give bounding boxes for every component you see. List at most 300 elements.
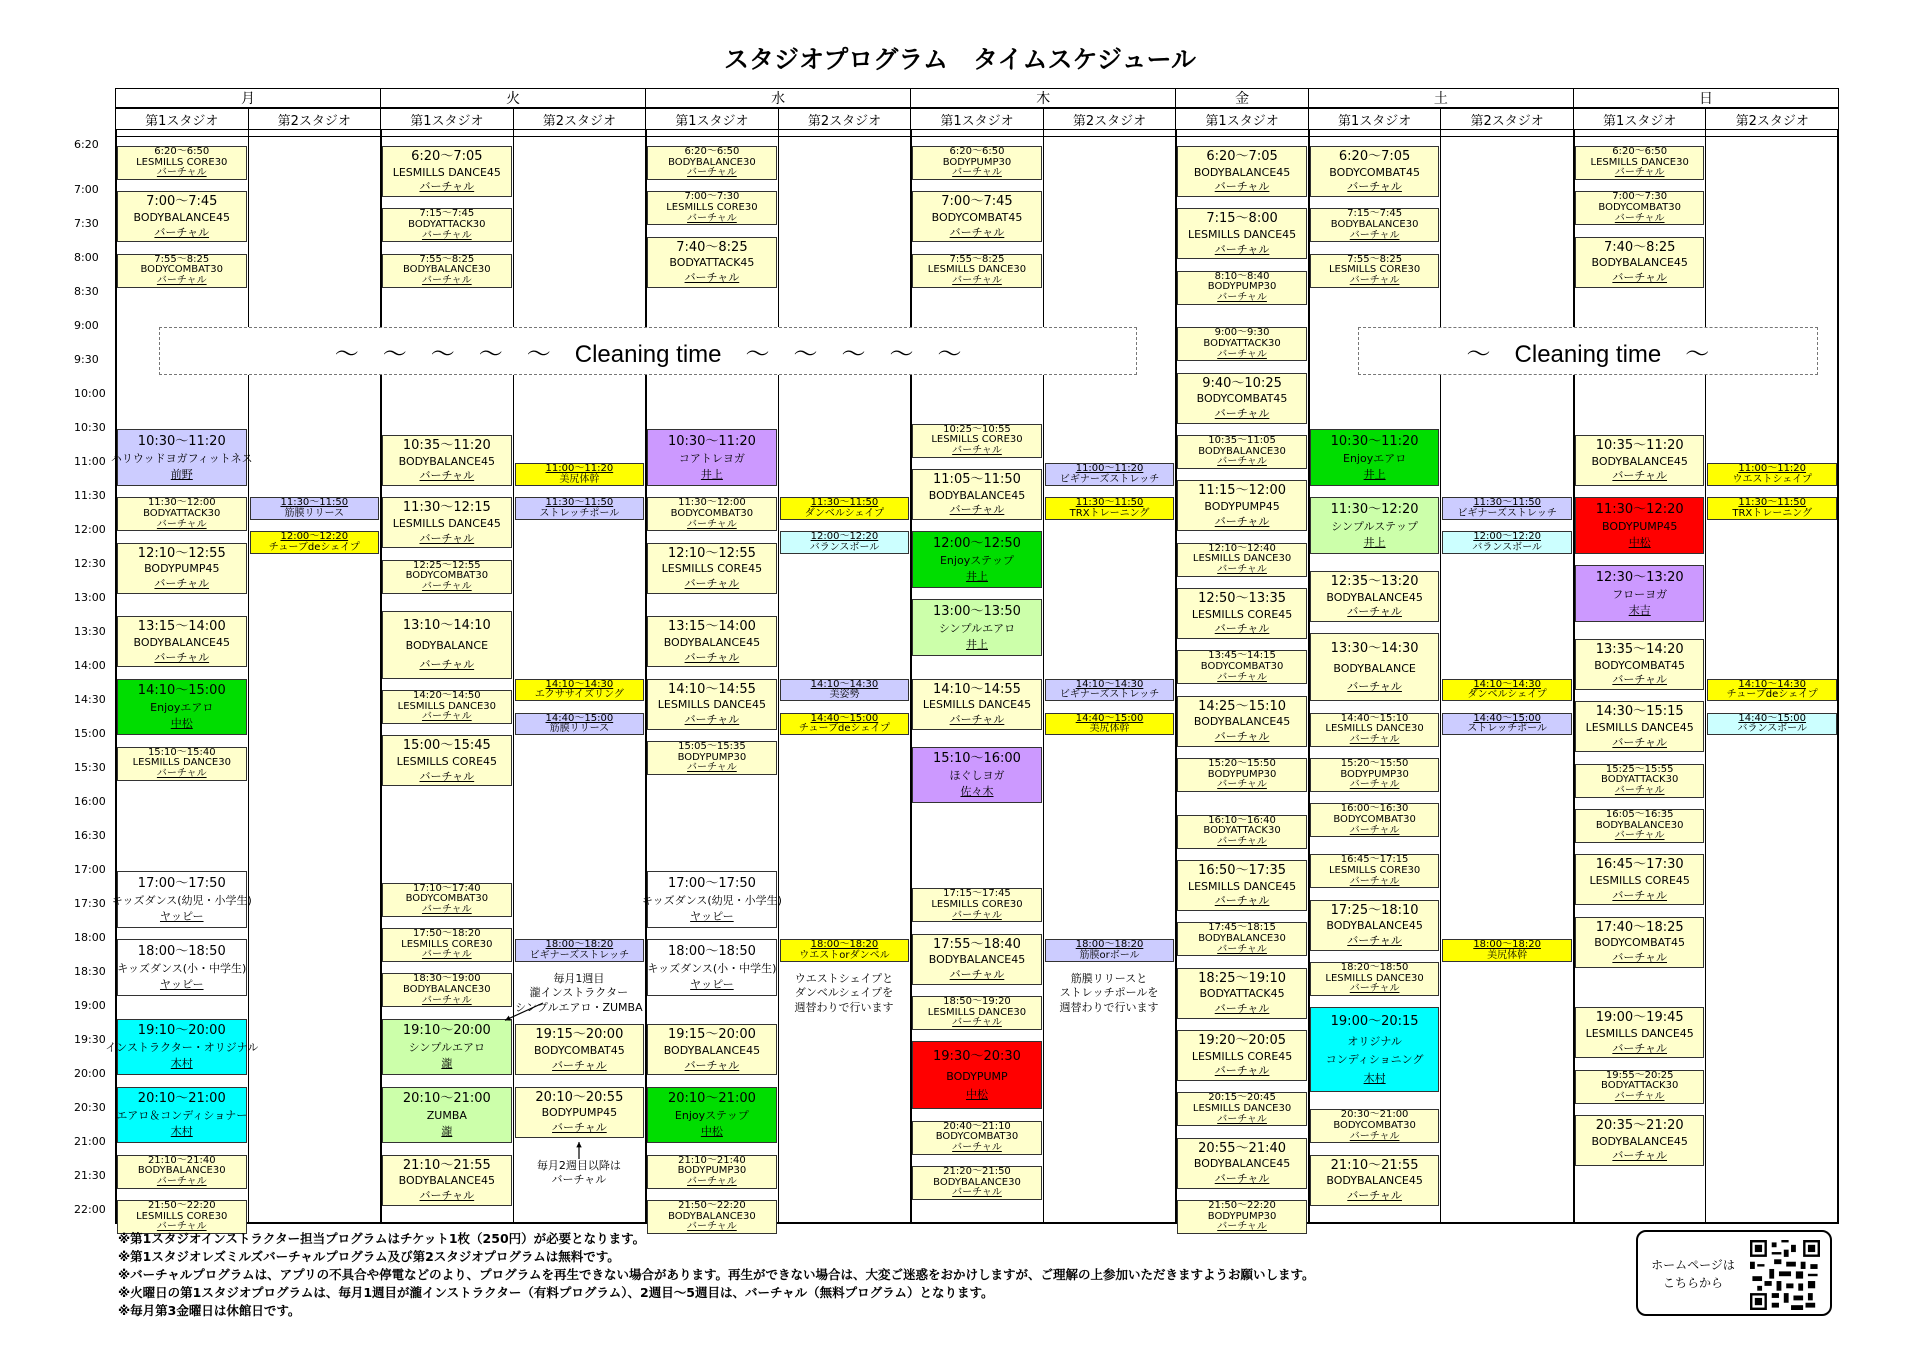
session-time: 11:15～12:00: [1198, 483, 1287, 499]
session-detail: バーチャル: [552, 1058, 607, 1072]
session-program: チューブdeシェイプ: [268, 541, 360, 553]
session-detail: 中松: [700, 1125, 723, 1139]
session-program: LESMILLS CORE30: [136, 156, 228, 168]
session-program: BODYCOMBAT30: [1200, 661, 1284, 673]
session-time: 20:10～21:00: [667, 1091, 756, 1107]
class-session[interactable]: [1310, 1155, 1440, 1206]
class-session[interactable]: [1707, 497, 1837, 520]
session-program: BODYPUMP30: [677, 751, 747, 763]
session-program: BODYPUMP30: [1207, 768, 1277, 780]
session-time: 14:10～15:00: [137, 683, 226, 699]
session-program: BODYATTACK45: [1199, 987, 1285, 1001]
class-session[interactable]: [515, 463, 645, 486]
class-session[interactable]: [647, 1024, 777, 1075]
class-session[interactable]: [515, 497, 645, 520]
session-time: 12:00～12:50: [933, 535, 1021, 551]
session-time: 14:10～14:30: [1738, 678, 1807, 690]
class-session[interactable]: [647, 741, 777, 775]
homepage-link[interactable]: [1636, 1230, 1832, 1316]
time-label: 16:00: [74, 795, 106, 809]
session-detail: 井上: [965, 637, 988, 651]
session-detail: バーチャル: [952, 1141, 1002, 1153]
session-time: 14:10～14:30: [1075, 678, 1144, 690]
session-time: 7:40～8:25: [1603, 239, 1676, 255]
class-session[interactable]: [780, 497, 910, 520]
class-session[interactable]: [515, 939, 645, 962]
class-session[interactable]: [780, 679, 910, 702]
class-session[interactable]: [382, 1087, 512, 1144]
session-detail: バーチャル: [156, 1221, 207, 1233]
class-session[interactable]: [515, 713, 645, 736]
session-time: 12:30～13:20: [1595, 569, 1684, 585]
class-session[interactable]: [117, 191, 247, 242]
class-session[interactable]: [1310, 497, 1440, 554]
class-session[interactable]: [1177, 860, 1307, 911]
session-detail: バーチャル: [1349, 274, 1400, 286]
class-session[interactable]: [1310, 254, 1440, 288]
schedule-column: [778, 130, 912, 1222]
studio-header: 第2スタジオ: [1043, 108, 1177, 130]
session-time: 14:30～15:15: [1595, 704, 1684, 720]
session-time: 7:00～7:45: [941, 194, 1013, 210]
class-session[interactable]: [1310, 758, 1440, 792]
class-session[interactable]: [1045, 679, 1175, 702]
class-session[interactable]: [912, 424, 1042, 458]
session-program: キッズダンス(小・中学生): [117, 961, 247, 975]
session-detail: バーチャル: [552, 1121, 607, 1134]
class-session[interactable]: [1310, 208, 1440, 242]
footnote: ※火曜日の第1スタジオプログラムは、毎月1週目が瀧インストラクター（有料プログラム）、2週目～5週目は、バーチャル（無料プログラム）となります。: [118, 1285, 994, 1300]
session-time: 6:20～7:05: [1206, 149, 1278, 165]
session-time: 17:00～17:50: [137, 875, 226, 891]
session-time: 15:10～16:00: [933, 751, 1021, 767]
class-session[interactable]: [1575, 435, 1705, 486]
class-session[interactable]: [1177, 1200, 1307, 1234]
class-session[interactable]: [1310, 571, 1440, 622]
session-time: 21:10～21:40: [678, 1154, 746, 1166]
session-program: BODYCOMBAT30: [935, 1131, 1019, 1143]
class-session[interactable]: [1575, 237, 1705, 288]
class-session[interactable]: [912, 469, 1042, 520]
session-detail: バーチャル: [1612, 673, 1668, 687]
class-session[interactable]: [1310, 146, 1440, 197]
session-detail: バーチャル: [1214, 514, 1270, 528]
class-session[interactable]: [1575, 146, 1705, 180]
session-program: BODYBALANCE45: [1193, 1157, 1291, 1171]
session-program: BODYATTACK30: [143, 508, 221, 520]
time-label: 18:00: [74, 931, 106, 945]
class-session[interactable]: [912, 1121, 1042, 1155]
class-session[interactable]: [1177, 696, 1307, 747]
session-detail: バーチャル: [687, 1221, 737, 1233]
time-label: 19:00: [74, 999, 106, 1013]
class-session[interactable]: [382, 497, 512, 548]
session-time: 13:15～14:00: [137, 619, 226, 635]
session-detail: バーチャル: [952, 274, 1002, 286]
session-program: BODYBALANCE45: [663, 1044, 761, 1058]
class-session[interactable]: [912, 599, 1042, 656]
session-program: LESMILLS CORE30: [136, 1210, 228, 1222]
session-program: BODYBALANCE45: [133, 211, 230, 225]
class-session[interactable]: [1177, 327, 1307, 361]
session-time: 14:40～15:00: [545, 712, 614, 724]
session-detail: バーチャル: [1217, 1221, 1267, 1233]
session-program: BODYBALANCE: [405, 638, 489, 652]
class-session[interactable]: [110, 429, 253, 486]
session-time: 14:40～15:00: [1473, 712, 1541, 724]
class-session[interactable]: [647, 1155, 777, 1189]
session-program: BODYCOMBAT45: [1594, 658, 1686, 672]
session-detail: 佐々木: [960, 785, 994, 799]
class-session[interactable]: [382, 435, 512, 486]
session-detail: バーチャル: [684, 650, 740, 664]
class-session[interactable]: [1310, 713, 1440, 747]
session-program: BODYPUMP45: [144, 562, 220, 576]
class-session[interactable]: [1177, 815, 1307, 849]
time-label: 19:30: [74, 1033, 106, 1047]
session-program: LESMILLS DANCE45: [1585, 721, 1694, 735]
class-session[interactable]: [382, 560, 512, 594]
session-detail: バーチャル: [421, 903, 472, 915]
class-session[interactable]: [647, 543, 777, 594]
session-detail: 井上: [965, 569, 988, 583]
session-time: 11:30～12:15: [402, 500, 491, 516]
class-session[interactable]: [1442, 713, 1572, 736]
session-time: 11:00～11:20: [1075, 463, 1144, 475]
class-session[interactable]: [1310, 962, 1440, 996]
session-program: BODYATTACK30: [1203, 825, 1281, 837]
class-session[interactable]: [117, 1155, 247, 1189]
schedule-column: [248, 130, 382, 1222]
session-time: 18:25～19:10: [1198, 970, 1287, 986]
session-time: 12:10～12:40: [1208, 542, 1276, 554]
session-program: バランスボール: [1472, 541, 1542, 553]
session-program: LESMILLS CORE45: [1191, 607, 1293, 621]
session-program: LESMILLS DANCE30: [927, 264, 1027, 276]
class-session[interactable]: [912, 996, 1042, 1030]
class-session[interactable]: [912, 1041, 1042, 1109]
session-time: 12:25～12:55: [413, 559, 481, 571]
session-time: 19:55～20:25: [1605, 1069, 1674, 1081]
class-session[interactable]: [647, 1087, 777, 1144]
class-session[interactable]: [1707, 713, 1837, 736]
session-detail: バーチャル: [1347, 934, 1402, 948]
class-session[interactable]: [647, 497, 777, 531]
session-detail: 井上: [1363, 535, 1386, 549]
class-session[interactable]: [912, 888, 1042, 922]
class-session[interactable]: [1575, 1070, 1705, 1104]
session-time: 10:30～11:20: [137, 433, 226, 449]
class-session[interactable]: [1177, 543, 1307, 577]
class-session[interactable]: [1045, 497, 1175, 520]
class-session[interactable]: [780, 939, 910, 962]
class-session[interactable]: [780, 531, 910, 554]
session-program: エアロ＆コンディショナー: [116, 1109, 248, 1123]
class-session[interactable]: [647, 939, 777, 996]
session-time: 13:00～13:50: [933, 603, 1021, 619]
class-session[interactable]: [382, 690, 512, 724]
session-detail: バーチャル: [1612, 1041, 1668, 1055]
class-session[interactable]: [1575, 701, 1705, 752]
class-session[interactable]: [1310, 900, 1440, 951]
session-detail: バーチャル: [684, 713, 740, 727]
class-session[interactable]: [1177, 480, 1307, 531]
class-session[interactable]: [912, 1166, 1042, 1200]
session-time: 19:30～20:30: [933, 1048, 1021, 1064]
session-detail: バーチャル: [1217, 456, 1267, 468]
session-time: 15:20～15:50: [1340, 758, 1409, 770]
day-header: 木: [910, 88, 1176, 108]
class-session[interactable]: [1575, 854, 1705, 905]
session-time: 18:00～18:50: [667, 943, 756, 959]
session-program: BODYATTACK30: [1601, 774, 1679, 786]
session-detail: バーチャル: [1612, 951, 1668, 965]
class-session[interactable]: [117, 616, 247, 667]
class-session[interactable]: [382, 973, 512, 1007]
session-time: 14:10～14:55: [667, 681, 756, 697]
qr-code-icon[interactable]: [1750, 1240, 1820, 1310]
session-time: 17:55～18:40: [933, 936, 1021, 952]
class-session[interactable]: [382, 146, 512, 197]
session-detail: 中松: [170, 717, 193, 731]
class-session[interactable]: [1575, 639, 1705, 690]
class-session[interactable]: [117, 1087, 247, 1144]
class-session[interactable]: [250, 531, 380, 554]
arrow-icon: [573, 1136, 585, 1165]
class-session[interactable]: [1575, 764, 1705, 798]
session-program: BODYCOMBAT45: [1329, 165, 1420, 179]
session-detail: バーチャル: [421, 580, 472, 592]
class-session[interactable]: [1310, 1109, 1440, 1143]
session-program: LESMILLS CORE45: [1191, 1049, 1293, 1063]
class-session[interactable]: [1310, 633, 1440, 701]
time-label: 11:00: [74, 455, 106, 469]
session-program: BODYBALANCE45: [398, 1174, 496, 1188]
session-time: 7:55～8:25: [949, 253, 1005, 265]
session-program: バランスボール: [1737, 723, 1807, 735]
session-detail: バーチャル: [419, 531, 475, 545]
session-program: LESMILLS DANCE30: [1590, 156, 1689, 168]
session-program: BODYBALANCE30: [933, 1176, 1021, 1188]
session-program: LESMILLS DANCE45: [1187, 228, 1297, 242]
class-session[interactable]: [1310, 803, 1440, 837]
class-session[interactable]: [912, 747, 1042, 804]
session-time: 11:30～11:50: [1738, 497, 1807, 509]
time-label: 8:30: [74, 285, 99, 299]
session-detail: バーチャル: [1612, 888, 1668, 902]
session-program: LESMILLS DANCE30: [1192, 553, 1292, 565]
session-time: 20:10～21:00: [137, 1091, 226, 1107]
class-session[interactable]: [117, 254, 247, 288]
class-session[interactable]: [1177, 1138, 1307, 1189]
session-program: キッズダンス(小・中学生): [647, 961, 777, 975]
class-session[interactable]: [1177, 922, 1307, 956]
session-time: 18:30～19:00: [413, 973, 481, 985]
class-session[interactable]: [1177, 435, 1307, 469]
session-time: 16:00～16:30: [1340, 803, 1409, 815]
class-session[interactable]: [1045, 463, 1175, 486]
session-detail: バーチャル: [1347, 680, 1402, 694]
session-time: 20:35～21:20: [1595, 1118, 1684, 1134]
class-session[interactable]: [1575, 565, 1705, 622]
class-session[interactable]: [382, 1019, 512, 1076]
session-program: ストレッチポール: [539, 507, 620, 519]
session-time: 14:10～14:30: [810, 678, 879, 690]
class-session[interactable]: [117, 747, 247, 781]
session-detail: ヤッピー: [159, 909, 204, 923]
class-session[interactable]: [1442, 679, 1572, 702]
session-detail: バーチャル: [949, 503, 1005, 517]
class-session[interactable]: [382, 611, 512, 679]
day-header: 水: [645, 88, 911, 108]
class-session[interactable]: [1442, 497, 1572, 520]
class-session[interactable]: [1310, 1007, 1440, 1092]
class-session[interactable]: [1575, 191, 1705, 225]
class-session[interactable]: [1310, 429, 1440, 486]
class-session[interactable]: [1575, 1007, 1705, 1058]
class-session[interactable]: [647, 146, 777, 180]
studio-header: 第1スタジオ: [115, 108, 249, 130]
session-time: 14:40～15:10: [1340, 712, 1409, 724]
class-session[interactable]: [647, 191, 777, 225]
class-session[interactable]: [1177, 373, 1307, 424]
class-session[interactable]: [515, 679, 645, 702]
class-session[interactable]: [382, 254, 512, 288]
class-session[interactable]: [105, 1019, 259, 1076]
class-session[interactable]: [1442, 531, 1572, 554]
session-program: BODYBALANCE30: [1198, 445, 1286, 457]
class-session[interactable]: [250, 497, 380, 520]
session-detail: バーチャル: [156, 767, 207, 779]
class-session[interactable]: [1177, 1030, 1307, 1081]
class-session[interactable]: [1177, 208, 1307, 259]
class-session[interactable]: [382, 883, 512, 917]
time-label: 20:30: [74, 1101, 106, 1115]
class-session[interactable]: [1575, 809, 1705, 843]
session-detail: バーチャル: [952, 1017, 1002, 1029]
session-time: 20:30～21:00: [1340, 1109, 1409, 1121]
homepage-label: ホームページは こちらから: [1651, 1258, 1735, 1290]
time-label: 9:00: [74, 319, 99, 333]
session-program: BODYBALANCE30: [1330, 219, 1419, 231]
session-program: BODYCOMBAT45: [1594, 936, 1686, 950]
class-session[interactable]: [1177, 968, 1307, 1019]
session-detail: バーチャル: [1214, 730, 1270, 744]
class-session[interactable]: [1177, 650, 1307, 684]
session-time: 17:15～17:45: [943, 888, 1011, 900]
session-program: BODYCOMBAT30: [1598, 202, 1681, 214]
class-session[interactable]: [647, 1200, 777, 1234]
session-detail: バーチャル: [1217, 943, 1267, 955]
class-session[interactable]: [912, 254, 1042, 288]
class-session[interactable]: [1707, 463, 1837, 486]
class-session[interactable]: [1177, 1092, 1307, 1126]
class-session[interactable]: [382, 735, 512, 786]
class-session[interactable]: [1575, 1115, 1705, 1166]
session-time: 13:30～14:30: [1330, 640, 1419, 656]
class-session[interactable]: [1707, 679, 1837, 702]
class-session[interactable]: [1177, 758, 1307, 792]
class-session[interactable]: [647, 616, 777, 667]
session-time: 14:40～15:00: [1075, 712, 1144, 724]
class-session[interactable]: [117, 679, 247, 736]
class-session[interactable]: [515, 1087, 645, 1138]
class-session[interactable]: [382, 208, 512, 242]
class-session[interactable]: [912, 146, 1042, 180]
class-session[interactable]: [647, 429, 777, 486]
class-session[interactable]: [117, 939, 247, 996]
session-time: 9:00～9:30: [1214, 327, 1270, 339]
time-label: 15:00: [74, 727, 106, 741]
session-time: 18:20～18:50: [1340, 962, 1409, 974]
session-program: BODYCOMBAT30: [1333, 814, 1416, 826]
session-time: 18:00～18:50: [137, 943, 226, 959]
class-session[interactable]: [111, 871, 252, 928]
day-header: 火: [380, 88, 646, 108]
class-session[interactable]: [912, 191, 1042, 242]
session-time: 12:35～13:20: [1330, 574, 1419, 590]
class-session[interactable]: [1310, 854, 1440, 888]
session-detail: バーチャル: [1214, 894, 1270, 908]
session-time: 14:10～14:30: [545, 678, 614, 690]
session-detail: バーチャル: [687, 167, 737, 179]
session-program: フローヨガ: [1612, 587, 1668, 601]
session-detail: 木村: [170, 1125, 193, 1139]
session-time: 11:30～12:20: [1595, 501, 1684, 517]
class-session[interactable]: [1177, 271, 1307, 305]
class-session[interactable]: [912, 934, 1042, 985]
session-program: BODYBALANCE45: [1591, 454, 1688, 468]
session-program: BODYBALANCE45: [1193, 715, 1291, 729]
session-time: 10:35～11:20: [1595, 438, 1684, 454]
session-detail: バーチャル: [1349, 824, 1400, 836]
class-session[interactable]: [1575, 497, 1705, 554]
class-session[interactable]: [382, 928, 512, 962]
class-session[interactable]: [382, 1155, 512, 1206]
session-time: 21:10～21:55: [402, 1157, 491, 1173]
session-detail: バーチャル: [1214, 1064, 1270, 1078]
time-label: 17:00: [74, 863, 106, 877]
class-session[interactable]: [1442, 939, 1572, 962]
class-session[interactable]: [1177, 588, 1307, 639]
class-session[interactable]: [641, 871, 782, 928]
class-session[interactable]: [117, 146, 247, 180]
class-session[interactable]: [780, 713, 910, 736]
session-time: 12:50～13:35: [1198, 591, 1287, 607]
time-label: 8:00: [74, 251, 99, 265]
class-session[interactable]: [117, 543, 247, 594]
class-session[interactable]: [1045, 939, 1175, 962]
class-session[interactable]: [515, 1024, 645, 1075]
session-program: BODYCOMBAT30: [405, 570, 489, 582]
session-program: ビギナーズストレッチ: [529, 949, 630, 961]
class-session[interactable]: [912, 531, 1042, 588]
session-program: コアトレヨガ: [678, 451, 745, 465]
class-session[interactable]: [647, 679, 777, 730]
class-session[interactable]: [1045, 713, 1175, 736]
session-time: 16:45～17:30: [1595, 857, 1684, 873]
class-session[interactable]: [117, 497, 247, 531]
class-session[interactable]: [912, 679, 1042, 730]
class-session[interactable]: [1177, 146, 1307, 197]
time-label: 14:00: [74, 659, 106, 673]
session-program: BODYCOMBAT45: [1196, 392, 1288, 406]
class-session[interactable]: [1575, 917, 1705, 968]
session-detail: 中松: [965, 1088, 988, 1102]
session-detail: バーチャル: [1349, 779, 1400, 791]
studio-header: 第1スタジオ: [910, 108, 1044, 130]
class-session[interactable]: [647, 237, 777, 288]
